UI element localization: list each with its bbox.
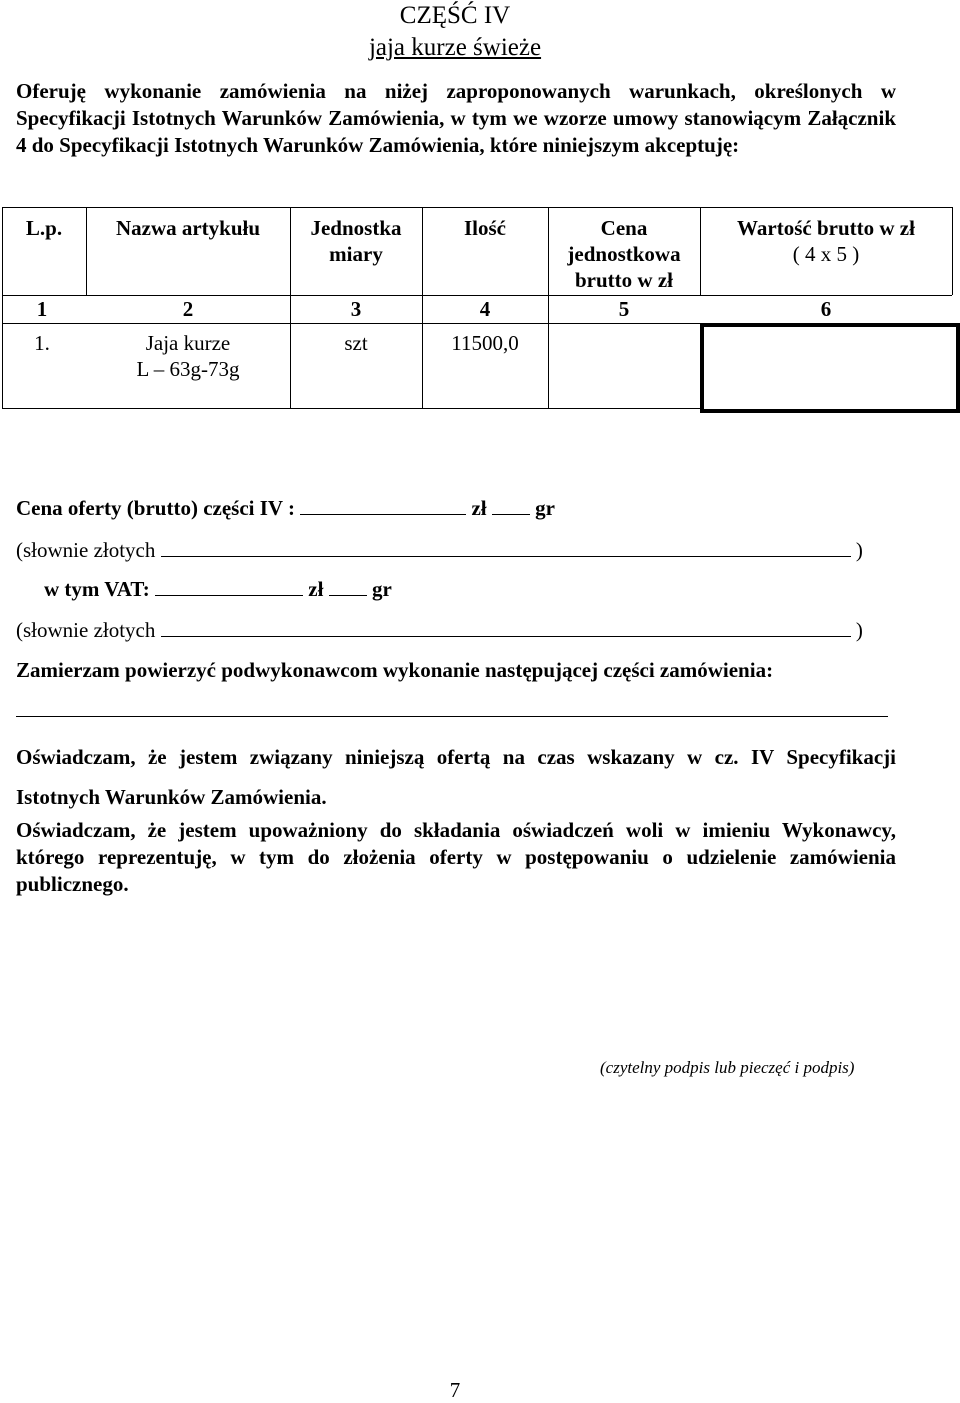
col-number-5: 5 [618, 297, 630, 321]
col-header-unit [290, 215, 422, 267]
vat-gr-field[interactable] [329, 577, 367, 596]
col-header-price-line3: brutto w zł [575, 268, 673, 292]
row1-qty: 11500,0 [451, 331, 519, 355]
intro-paragraph: Oferuję wykonanie zamówienia na niżej zaproponowanych warunkach, określonych w Specyfikacji Istotnych Warunków Zamówienia, w tym we wzorze umowy stanowiącym Załącznik 4 do Specyfikacji Istotnych Warunków Zamówienia, które niniejszym akceptuję: [16, 79, 896, 157]
price-words-field[interactable] [161, 538, 851, 557]
price-gr-field[interactable] [492, 496, 530, 515]
col-number-3: 3 [350, 297, 362, 321]
subcontract-field[interactable] [16, 716, 888, 717]
statement-authorized: Oświadczam, że jestem upoważniony do składania oświadczeń woli w imieniu Wykonawcy, którego reprezentuję, w tym do złożenia oferty w postępowaniu o udzielenie zamówienia publicznego. [16, 818, 896, 896]
vat-line [44, 577, 392, 602]
price-words-label: (słownie złotych [16, 538, 156, 562]
statement-bound: Oświadczam, że jestem związany niniejszą ofertą na czas wskazany w cz. IV Specyfikacji Istotnych Warunków Zamówienia. [16, 745, 896, 809]
col-header-lp: L.p. [25, 216, 63, 240]
vat-zl-label: zł [308, 577, 324, 601]
price-label: Cena oferty (brutto) części IV : [16, 496, 295, 520]
col-number-6: 6 [820, 297, 832, 321]
part-title: CZĘŚĆ IV [399, 2, 511, 29]
vat-words-line [16, 618, 863, 643]
vat-words-close: ) [855, 618, 863, 642]
col-header-name: Nazwa artykułu [115, 216, 261, 240]
col-header-value [700, 215, 952, 267]
row1-unit: szt [344, 331, 368, 355]
price-zl-label: zł [471, 496, 487, 520]
part-subtitle: jaja kurze świeże [368, 34, 542, 61]
vat-label: w tym VAT: [44, 577, 150, 601]
col-header-price-line2: jednostkowa [567, 242, 681, 266]
row1-name [86, 330, 290, 382]
col-header-qty: Ilość [464, 216, 506, 240]
col-header-price-line1: Cena [600, 216, 648, 240]
price-zl-field[interactable] [300, 496, 466, 515]
col-number-2: 2 [182, 297, 194, 321]
col-number-1: 1 [36, 297, 48, 321]
row1-name-line1: Jaja kurze [145, 331, 231, 355]
vat-zl-field[interactable] [155, 577, 303, 596]
col-header-value-line1: Wartość brutto w zł [737, 216, 915, 240]
price-words-close: ) [855, 538, 863, 562]
col-header-value-line2: ( 4 x 5 ) [792, 242, 860, 266]
price-line [16, 496, 555, 521]
page-number: 7 [449, 1378, 461, 1402]
vat-gr-label: gr [371, 577, 392, 601]
row1-lp: 1. [34, 331, 50, 355]
col-header-unit-line1: Jednostka [310, 216, 402, 240]
row1-name-line2: L – 63g-73g [136, 357, 240, 381]
vat-words-label: (słownie złotych [16, 618, 156, 642]
vat-words-field[interactable] [161, 618, 851, 637]
value-entry-box[interactable] [700, 323, 960, 413]
col-header-unit-line2: miary [329, 242, 383, 266]
col-header-price [548, 215, 700, 293]
signature-caption: (czytelny podpis lub pieczęć i podpis) [600, 1058, 855, 1077]
subcontract-label: Zamierzam powierzyć podwykonawcom wykonanie następującej części zamówienia: [16, 658, 774, 682]
col-number-4: 4 [479, 297, 491, 321]
price-gr-label: gr [535, 496, 555, 520]
price-words-line [16, 538, 863, 563]
